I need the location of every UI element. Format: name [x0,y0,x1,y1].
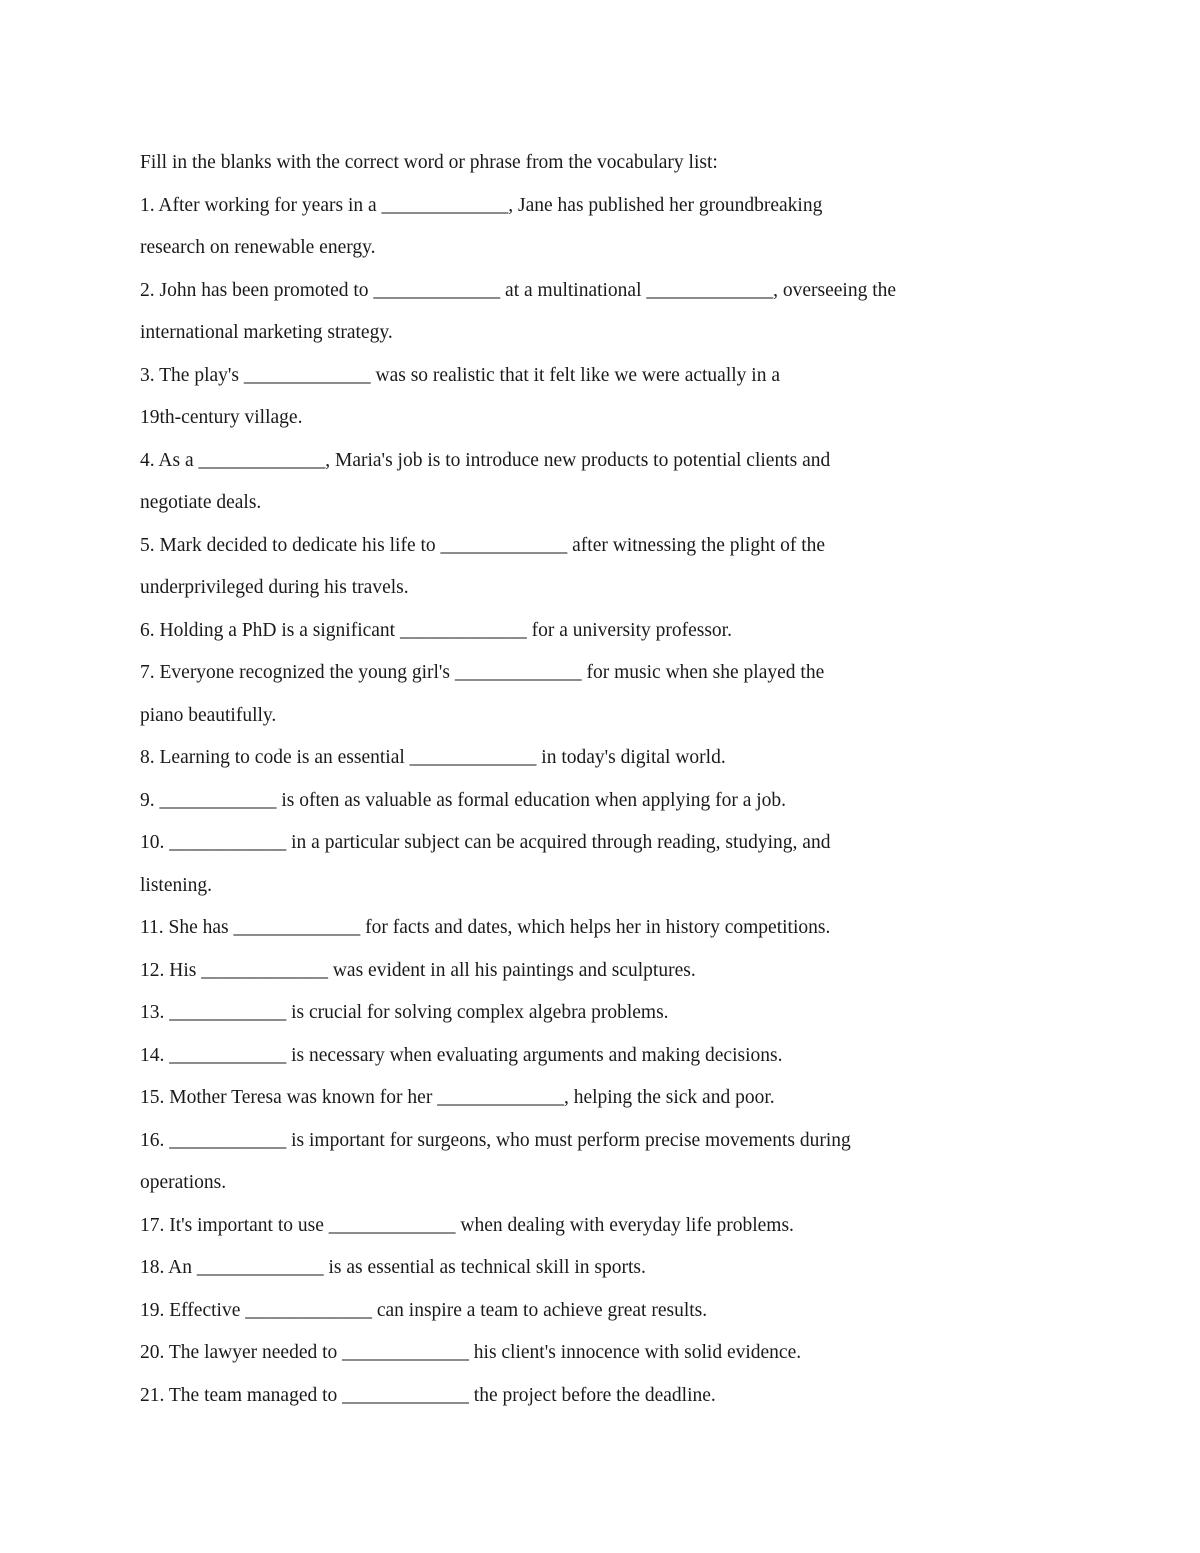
question-21: 21. The team managed to _____________ the project before the deadline. [140,1384,716,1406]
question-3-line-2: 19th-century village. [140,407,303,428]
question-11: 11. She has _____________ for facts and dates, which helps her in history competitions. [140,917,831,938]
question-16-line-2: operations. [140,1172,227,1193]
question-7-line-1: 7. Everyone recognized the young girl's _____________ for music when she played the [140,662,825,683]
question-12: 12. His _____________ was evident in all his paintings and sculptures. [140,959,696,981]
question-10-line-1: 10. ____________ in a particular subject can be acquired through reading, studying, and [140,832,831,853]
question-10-line-2: listening. [140,874,213,896]
question-16-line-1: 16. ____________ is important for surgeons, who must perform precise movements during [140,1129,851,1151]
question-3-line-1: 3. The play's _____________ was so realistic that it felt like we were actually in a [140,364,780,386]
question-5-line-2: underprivileged during his travels. [140,577,409,598]
question-18: 18. An _____________ is as essential as technical skill in sports. [140,1257,646,1278]
question-20: 20. The lawyer needed to _____________ his client's innocence with solid evidence. [140,1342,802,1363]
question-4-line-1: 4. As a _____________, Maria's job is to introduce new products to potential clients and [140,449,831,471]
question-5-line-1: 5. Mark decided to dedicate his life to _____________ after witnessing the plight of the [140,534,826,556]
question-1-line-1: 1. After working for years in a _____________, Jane has published her groundbreaking [140,194,823,216]
question-15: 15. Mother Teresa was known for her _____________, helping the sick and poor. [140,1087,775,1108]
question-4-line-2: negotiate deals. [140,492,262,513]
instructions-text: Fill in the blanks with the correct word or phrase from the vocabulary list: [140,152,718,173]
question-2-line-1: 2. John has been promoted to _____________ at a multinational _____________, overseeing the [140,279,897,301]
question-9: 9. ____________ is often as valuable as formal education when applying for a job. [140,789,787,811]
question-1-line-2: research on renewable energy. [140,237,376,258]
question-2-line-2: international marketing strategy. [140,322,393,343]
question-14: 14. ____________ is necessary when evaluating arguments and making decisions. [140,1044,783,1066]
question-17: 17. It's important to use _____________ when dealing with everyday life problems. [140,1214,794,1236]
question-7-line-2: piano beautifully. [140,704,277,726]
question-8: 8. Learning to code is an essential _____________ in today's digital world. [140,747,726,768]
worksheet-page [140,142,980,1417]
question-6: 6. Holding a PhD is a significant _____________ for a university professor. [140,619,732,641]
question-19: 19. Effective _____________ can inspire a team to achieve great results. [140,1299,708,1321]
question-13: 13. ____________ is crucial for solving complex algebra problems. [140,1002,669,1023]
